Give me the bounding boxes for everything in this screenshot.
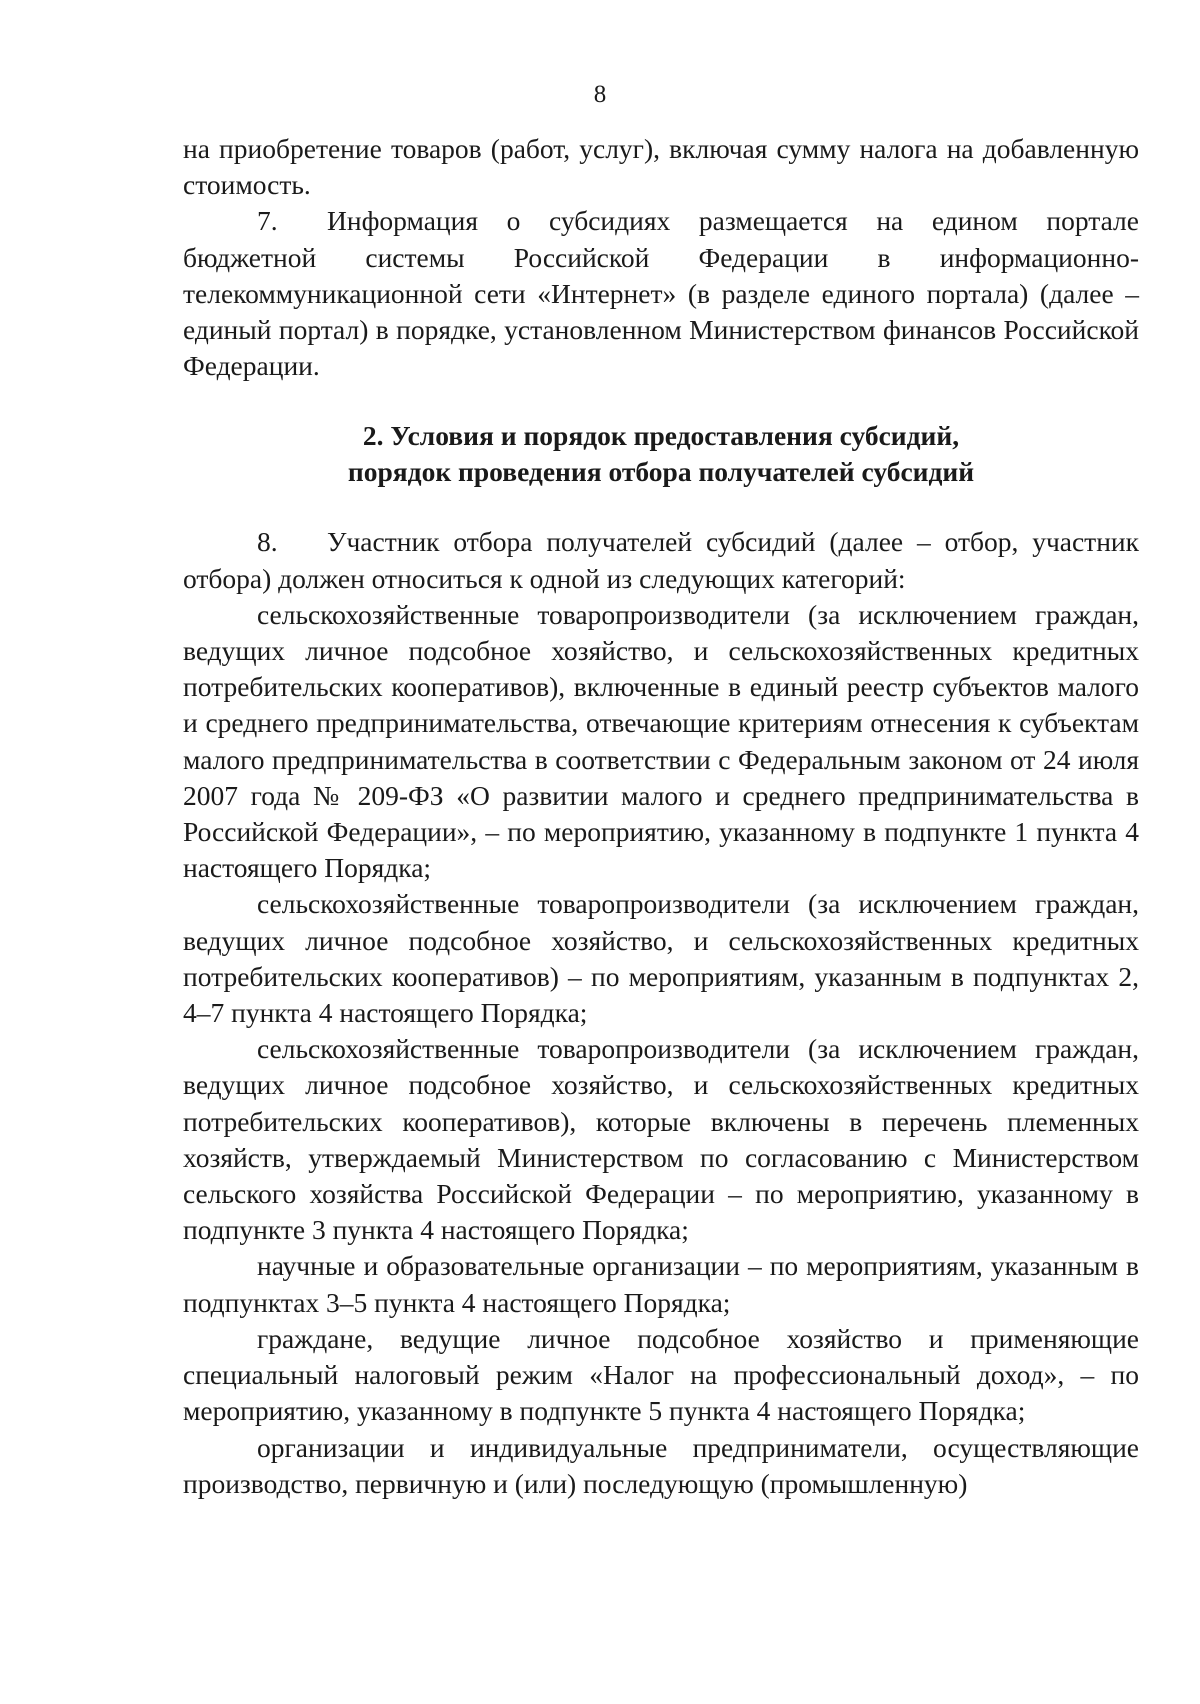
page-number: 8	[593, 81, 607, 108]
item-text: Участник отбора получателей субсидий (далее – отбор, участник отбора) должен относиться к одной из следующих категорий:	[183, 526, 1139, 594]
item-number: 8.	[257, 526, 278, 558]
category-paragraph: сельскохозяйственные товаропроизводители (за исключением граждан, ведущих личное подсобное хозяйство, и сельскохозяйственных кредитных потребительских кооперативов), включенные в единый реестр субъектов малого и среднего предпринимательства, отвечающие критериям отнесения к субъектам малого предпринимательства в соответствии с Федеральным законом от 24 июля 2007 года № 209-ФЗ «О развитии малого и среднего предпринимательства в Российской Федерации», – по мероприятию, указанному в подпункте 1 пункта 4 настоящего Порядка;	[183, 598, 1139, 884]
section-heading-line-2: порядок проведения отбора получателей субсидий	[347, 456, 975, 488]
category-paragraph: граждане, ведущие личное подсобное хозяйство и применяющие специальный налоговый режим «Налог на профессиональный доход», – по мероприятию, указанному в подпункте 5 пункта 4 настоящего Порядка;	[183, 1322, 1139, 1427]
category-paragraph: сельскохозяйственные товаропроизводители (за исключением граждан, ведущих личное подсобное хозяйство, и сельскохозяйственных кредитных потребительских кооперативов), которые включены в перечень племенных хозяйств, утверждаемый Министерством по согласованию с Министерством сельского хозяйства Российской Федерации – по мероприятию, указанному в подпункте 3 пункта 4 настоящего Порядка;	[183, 1033, 1139, 1246]
category-paragraph: организации и индивидуальные предприниматели, осуществляющие производство, первичную и (или) последующую (промышленную)	[183, 1431, 1139, 1499]
section-heading-line-1: 2. Условия и порядок предоставления субсидий,	[362, 420, 960, 452]
section-heading	[183, 418, 1139, 490]
paragraph-item-8	[183, 524, 1139, 596]
item-number: 7.	[257, 205, 278, 237]
paragraph-continuation: на приобретение товаров (работ, услуг), включая сумму налога на добавленную стоимость.	[183, 133, 1139, 201]
document-body	[183, 131, 1139, 1502]
category-paragraph: научные и образовательные организации – по мероприятиям, указанным в подпунктах 3–5 пункта 4 настоящего Порядка;	[183, 1250, 1139, 1318]
item-text: Информация о субсидиях размещается на едином портале бюджетной системы Российской Федерации в информационно-телекоммуникационной сети «Интернет» (в разделе единого портала) (далее – единый портал) в порядке, установленном Министерством финансов Российской Федерации.	[183, 205, 1139, 382]
category-paragraph: сельскохозяйственные товаропроизводители (за исключением граждан, ведущих личное подсобное хозяйство, и сельскохозяйственных кредитных потребительских кооперативов) – по мероприятиям, указанным в подпунктах 2, 4–7 пункта 4 настоящего Порядка;	[183, 888, 1139, 1029]
paragraph-item-7	[183, 203, 1139, 384]
